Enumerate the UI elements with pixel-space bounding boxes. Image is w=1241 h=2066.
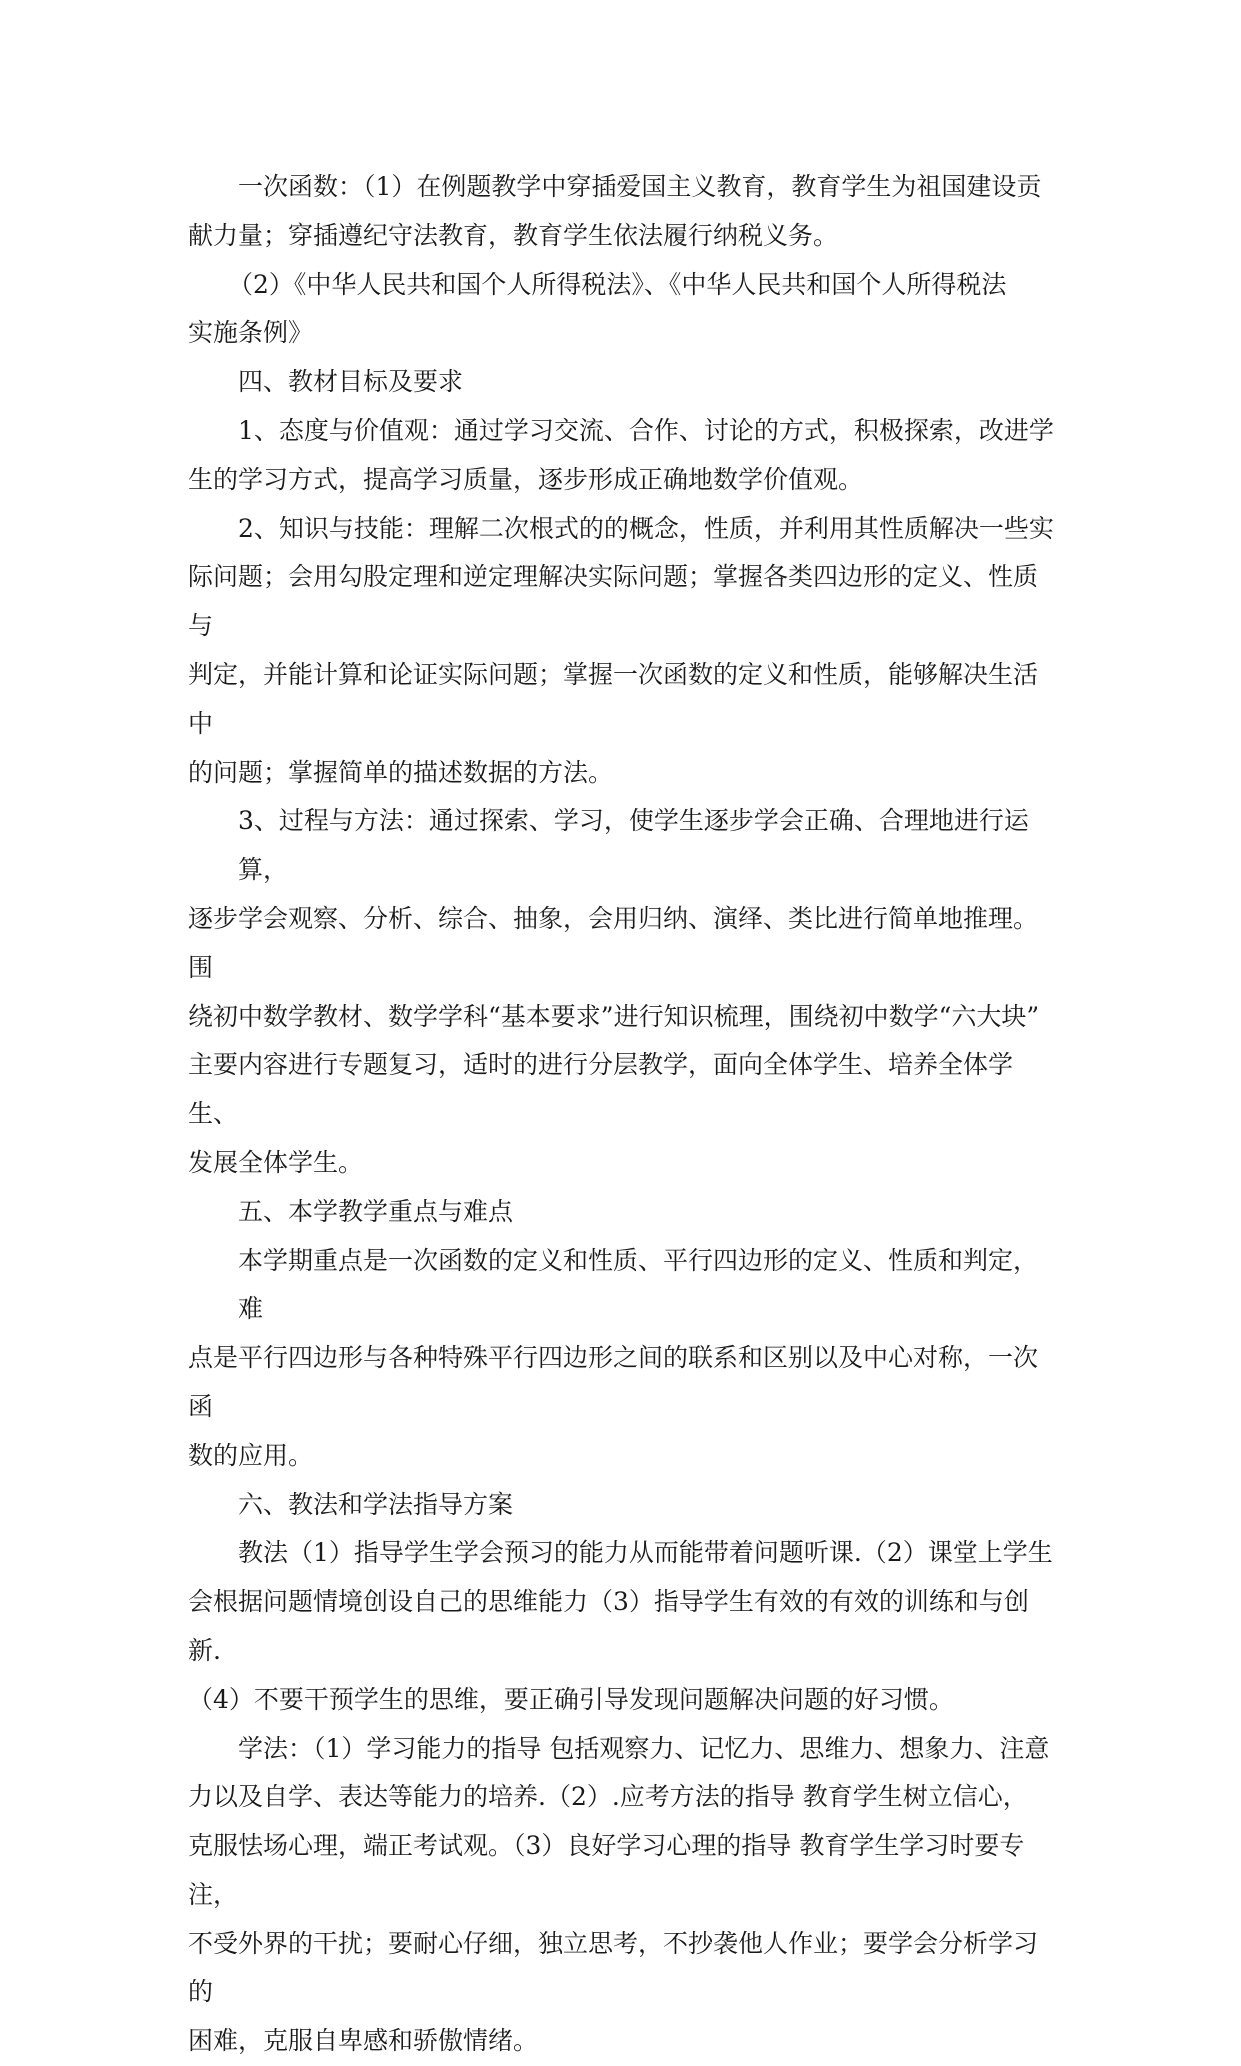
text-line: 点是平行四边形与各种特殊平行四边形之间的联系和区别以及中心对称，一次函 — [188, 1334, 1060, 1432]
section-heading: 六、教法和学法指导方案 — [188, 1481, 1060, 1530]
paragraph-teaching-methods — [188, 1529, 1060, 1724]
text-line: 教法（1）指导学生学会预习的能力从而能带着问题听课.（2）课堂上学生 — [188, 1529, 1060, 1578]
text-line: 实施条例》 — [188, 309, 1060, 358]
paragraph-linear-function — [188, 163, 1060, 261]
text-line: 一次函数：（1）在例题教学中穿插爱国主义教育，教育学生为祖国建设贡 — [188, 163, 1060, 212]
text-line: 本学期重点是一次函数的定义和性质、平行四边形的定义、性质和判定，难 — [188, 1237, 1060, 1335]
text-line: （4）不要干预学生的思维，要正确引导发现问题解决问题的好习惯。 — [188, 1676, 1060, 1725]
heading-section-6 — [188, 1481, 1060, 1530]
heading-section-5 — [188, 1188, 1060, 1237]
paragraph-attitude-values — [188, 407, 1060, 505]
text-line: 克服怯场心理，端正考试观。（3）良好学习心理的指导 教育学生学习时要专注， — [188, 1822, 1060, 1920]
text-line: 际问题；会用勾股定理和逆定理解决实际问题；掌握各类四边形的定义、性质与 — [188, 553, 1060, 651]
text-line: 发展全体学生。 — [188, 1139, 1060, 1188]
paragraph-key-points — [188, 1237, 1060, 1481]
text-line: 生的学习方式，提高学习质量，逐步形成正确地数学价值观。 — [188, 456, 1060, 505]
section-heading: 四、教材目标及要求 — [188, 358, 1060, 407]
document-body — [188, 163, 1060, 2066]
text-line: 学法：（1）学习能力的指导 包括观察力、记忆力、思维力、想象力、注意 — [188, 1725, 1060, 1774]
heading-section-4 — [188, 358, 1060, 407]
text-line: 困难，克服自卑感和骄傲情绪。 — [188, 2017, 1060, 2066]
text-line: 绕初中数学教材、数学学科“基本要求”进行知识梳理，围绕初中数学“六大块” — [188, 993, 1060, 1042]
text-line: 的问题；掌握简单的描述数据的方法。 — [188, 749, 1060, 798]
text-line: 力以及自学、表达等能力的培养.（2）.应考方法的指导 教育学生树立信心， — [188, 1773, 1060, 1822]
text-line: 不受外界的干扰；要耐心仔细，独立思考，不抄袭他人作业；要学会分析学习的 — [188, 1920, 1060, 2018]
text-line: 献力量；穿插遵纪守法教育，教育学生依法履行纳税义务。 — [188, 212, 1060, 261]
text-line: 2、知识与技能：理解二次根式的的概念，性质，并利用其性质解决一些实 — [188, 505, 1060, 554]
paragraph-knowledge-skills — [188, 505, 1060, 798]
text-line: 判定，并能计算和论证实际问题；掌握一次函数的定义和性质，能够解决生活中 — [188, 651, 1060, 749]
text-line: （2）《中华人民共和国个人所得税法》、《中华人民共和国个人所得税法 — [188, 261, 1060, 310]
text-line: 1、态度与价值观：通过学习交流、合作、讨论的方式，积极探索，改进学 — [188, 407, 1060, 456]
paragraph-tax-law — [188, 261, 1060, 359]
text-line: 主要内容进行专题复习，适时的进行分层教学，面向全体学生、培养全体学生、 — [188, 1041, 1060, 1139]
text-line: 数的应用。 — [188, 1432, 1060, 1481]
paragraph-process-methods — [188, 797, 1060, 1187]
paragraph-learning-methods — [188, 1725, 1060, 2066]
text-line: 逐步学会观察、分析、综合、抽象，会用归纳、演绎、类比进行简单地推理。围 — [188, 895, 1060, 993]
text-line: 3、过程与方法：通过探索、学习，使学生逐步学会正确、合理地进行运算， — [188, 797, 1060, 895]
section-heading: 五、本学教学重点与难点 — [188, 1188, 1060, 1237]
text-line: 会根据问题情境创设自己的思维能力（3）指导学生有效的有效的训练和与创新. — [188, 1578, 1060, 1676]
